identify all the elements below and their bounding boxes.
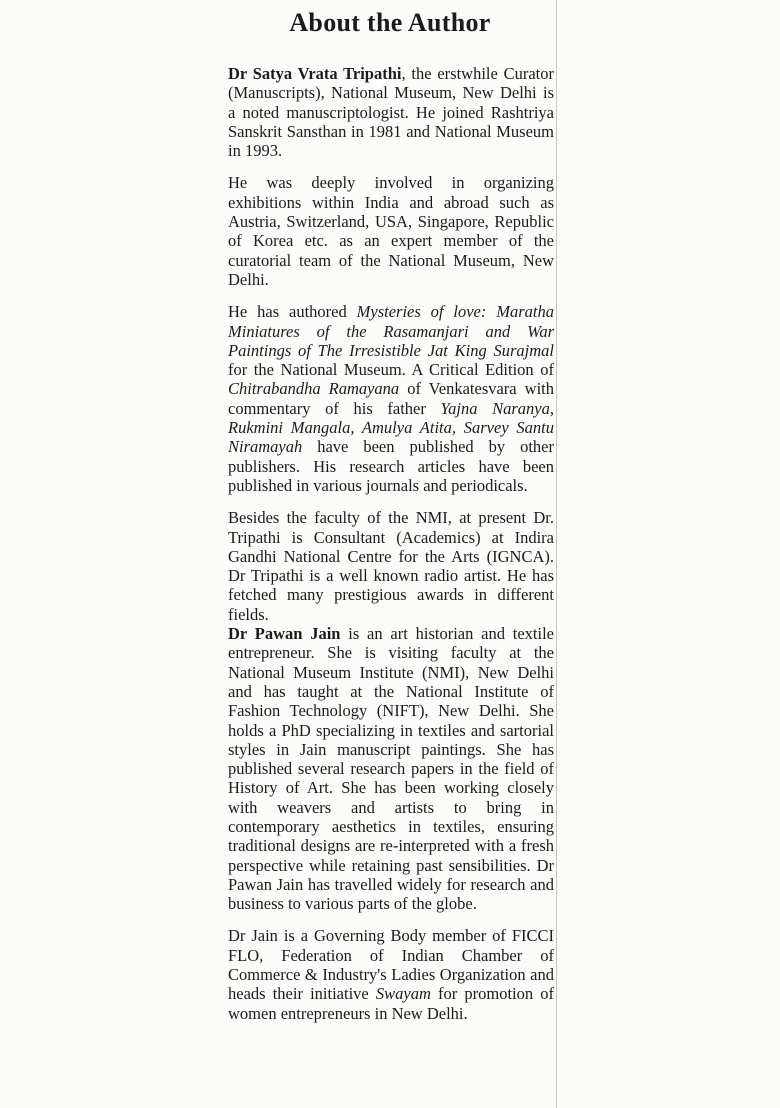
work-title: Yajna Naranya, Rukmini Mangala, Amulya Atita, Sarvey Santu Niramayah — [228, 398, 554, 457]
text-run: Dr Jain is a Governing Body member of FICCI FLO, Federation of Indian Chamber of Commerce & Industry's Ladies Organization and heads their initiative — [228, 926, 554, 1004]
text-run: for the National Museum. A Critical Edition of — [228, 360, 554, 380]
text-run: have been published by other publishers. His research articles have been published in various journals and periodicals. — [228, 437, 554, 495]
page-title: About the Author — [289, 8, 491, 37]
work-title: Chitrabandha Ramayana — [228, 379, 400, 399]
text-run: He has authored — [228, 302, 357, 322]
text-run: of Venkatesvara with commentary of his father — [228, 379, 554, 418]
text-run: He was deeply involved in organizing exhibitions within India and abroad such as Austria, Switzerland, USA, Singapore, Republic of Korea etc. as an expert member of the curatorial team of the National Museum, New Delhi. — [228, 173, 554, 289]
paragraph — [228, 173, 554, 289]
paragraph — [228, 64, 554, 160]
paragraph — [228, 302, 554, 495]
paragraph — [228, 624, 554, 913]
paragraph — [228, 508, 554, 624]
work-title: Mysteries of love: Maratha Miniatures of the Rasamanjari and War Paintings of The Irresistible Jat King Surajmal — [228, 302, 554, 360]
work-title: Swayam — [375, 984, 431, 1004]
text-column — [228, 64, 554, 1036]
author-name: Dr Satya Vrata Tripathi — [228, 64, 402, 83]
text-run: is an art historian and textile entrepreneur. She is visiting faculty at the National Museum Institute (NMI), New Delhi and has taught at the National Institute of Fashion Technology (NIFT), New Delhi. She holds a PhD specializing in textiles and sartorial styles in Jain manuscript paintings. She has published several research papers in the field of History of Art. She has been working closely with weavers and artists to bring in contemporary aesthetics in textiles, ensuring traditional designs are re-interpreted with a fresh perspective while retaining past sensibilities. Dr Pawan Jain has travelled widely for research and business to various parts of the globe. — [228, 624, 555, 914]
author-name: Dr Pawan Jain — [228, 624, 341, 644]
scan-edge-line — [556, 0, 557, 1108]
text-run: Besides the faculty of the NMI, at present Dr. Tripathi is Consultant (Academics) at Indira Gandhi National Centre for the Arts (IGNCA). Dr Tripathi is a well known radio artist. He has fetched many prestigious awards in different fields. — [228, 508, 554, 624]
text-run: , the erstwhile Curator (Manuscripts), National Museum, New Delhi is a noted manuscriptologist. He joined Rashtriya Sanskrit Sansthan in 1981 and National Museum in 1993. — [228, 64, 554, 161]
text-run: for promotion of women entrepreneurs in New Delhi. — [228, 984, 554, 1023]
paragraph — [228, 926, 554, 1022]
